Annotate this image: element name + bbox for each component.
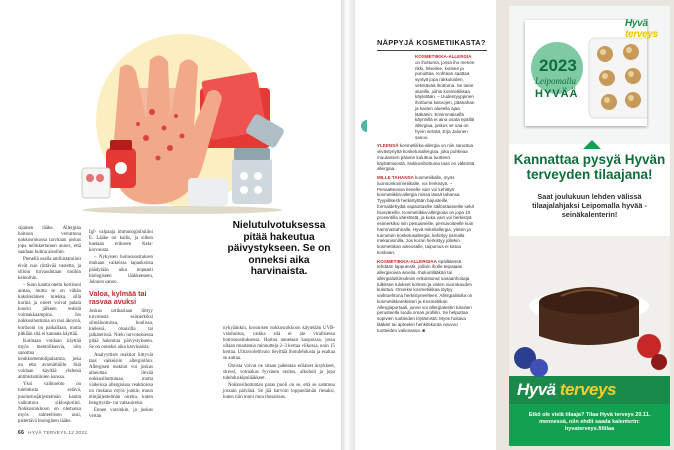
paragraph: – Suun kautta otettu kortisoni auttaa, mutta se on vähän kaksiteräinen miekka, sillä kurina ja oireet voivat palata kuurin jälkeen entistä voimakkaampina. Jos nokkosihottuma on tosi äkoynä, kortisoni on paikallaan, mutta pitkään sitä ei kannata käyttää. xyxy=(18,282,81,337)
paragraph: sijainen lääke. Allergian hoitoon verrattuna nokkosrokossa tarvitaan joskus jopa nelinkertainen annos, että saadaan kutina aisoihin. xyxy=(18,226,81,256)
sidebar-paragraph xyxy=(377,143,477,172)
sidebar-keyword: YLEENSÄ xyxy=(377,143,399,149)
article-column-2 xyxy=(89,230,153,422)
article-column-1 xyxy=(18,226,81,426)
cta-text[interactable]: Etkö ole vielä tilaaja? Tilaa Hyvä terveys 20.11. mennessä, niin ehdit saada kalenterin: hyvaterveys.fi/tilaa xyxy=(528,412,651,432)
paragraph: Nokkosihottuman paras puoli on se, että se sammuu jossain päivänä. Se jää harvoin loppuelämän riesaksi, kuten niin moni muu ihosairaus. xyxy=(223,382,335,401)
paragraph: – Nykyisen hoitosuosituksen mukaan vaikeissa tapauksissa päädytään aika nopeasti biologiseen lääkkeeseen, Jalonen sanoo. xyxy=(89,255,153,285)
sidebar-title: NÄPPYJÄ KOSMETIIKASTA? xyxy=(377,38,486,47)
paragraph: Omista voivat ne sitaan pahentaa erilaiset ärsykkeet, stressi, voimakas fyysinen rasitus, alkoholi ja jopa tulehduskipulääkkeet. xyxy=(223,363,335,381)
brand-logo-large xyxy=(517,380,616,400)
brand-logo-small xyxy=(625,18,670,40)
paragraph: Analyyttiset reaktiot liittyvät taas vaikeisiin allergioihin. Allergisen reaktiot voi joskus aiheuttaa lievää nokkosihottumaa, mutta vaikeissa allergisissa reaktioissa on mukana myös jonkin muun elinjärjestelmän oireita, kuten hengitystie- tai vatsaoireita. xyxy=(89,352,153,407)
pull-quote: Nielutulvotuksessa pitää hakeutua päivystykseen. Se on onneksi aika harvinaista. xyxy=(227,220,331,278)
logo-main: Hyvä xyxy=(517,380,556,399)
sidebar-text: kosmetiikalle, myös luonnonkosmetiikalle, voi herkistyä. – Periaatteessa kenelle vain voi kehittyä kosmetiikka-allergia missä iässä tahansa. Tyypillisesti herkistytään hajusteille, formaldehydiä vapauttaville säilöntäaineille sekä hiusväreille. Kosmetiikka-allergioita on jopa 10 prosentilla väestöstä, ja kuka vain voi herkistyä esimerkiksi niin pesuaineille, persuvoiteelle kuin hammastahnalle. Hyvä mikeliallergia, yleisin ja tunnetuin kosketusallergia, kehittyy samalla mekanismilla. Jos koran herkistyy jollekin kosmetiikan aineosalle, taipumus ei katoa koskaan. xyxy=(377,175,475,255)
paragraph: Joskus urtikariaan liittyy turvotusta esimerkiksi silmäluomissa, huulissa, kielessä, otsaisilla tai jalkaterissä. Nielu turvotuksessa pitää hakeutua päivystykseen. Se on onneksi aika harvinaista. xyxy=(89,308,153,351)
paragraph: Ennen varsinkin, ja joskus vertan xyxy=(89,408,153,420)
sidebar-text: kosmetiikka-allergia on niin sanottua viivästynyttä kosketusallergiaa, joka puhkeaa muutamien päivien kuluttua tuotteen käyttämisestä. Nokkosihottuma taas on välitöntä allergiaa. xyxy=(377,143,475,172)
ad-headline: Kannattaa pysyä Hyvän terveyden tilaajana! xyxy=(513,152,666,183)
logo-accent: terveys xyxy=(625,29,658,40)
page-gutter xyxy=(341,0,355,450)
logo-accent: terveys xyxy=(559,380,616,399)
sidebar-body xyxy=(367,54,477,333)
sidebar-keyword: MILLE TAHANSA xyxy=(377,175,414,180)
pointer-arrow-icon xyxy=(583,140,601,149)
allergy-illustration xyxy=(72,28,292,218)
sidebar-keyword: KOSMETIIKKA-ALLERGIAA xyxy=(377,258,437,264)
paragraph: Kutinaan voidaan käyttää myös mentolikasvia, niin sanottua keuhkomentolipalsamia, joka on etta avomättäille. Sitä voidaan käyttää yhdessä antihistamiinien kanssa. xyxy=(18,338,81,381)
paragraph: Yksi vaihtoehto on tulehdusta estävä, puolustusjärjestelmän kautta vaikuttava siklosporiini. Nokkosrokkoon on olemassa myös suhteellisen uusi, pistettävä biologinen lääke. xyxy=(18,382,81,424)
sidebar-paragraph xyxy=(377,54,477,140)
page-footer xyxy=(18,430,87,436)
logo-main: Hyvä xyxy=(625,18,648,29)
paragraph: nykyäänkin, kroonisen nokkosrokkoon käytetään UVB-valohoitoa, vaikka sitä ei ole virallisessa hoitosuosituksessa. Hoitoa annetaan kaupoissa, jossa ollaan muutamia minuutteja 2–3 kertaa viikossa, noin 15 kertaa. Ultraviolettivalo lievittää ihotulehdusta ja esaltaa se auttaa. xyxy=(223,326,335,362)
issue-label: HYVÄ TERVEYS 12 2022 xyxy=(28,430,88,435)
sidebar-divider xyxy=(377,50,487,51)
section-subhead: Valoa, kylmää tai rasvaa avuksi xyxy=(89,288,147,306)
paragraph: Pienellä osalla antihistamiinit eivät nuo riittävää vastetta, ja silloin turvaudutaan muihin keinoihin. xyxy=(18,257,81,281)
pastry-plate-image xyxy=(587,34,647,120)
page-number: 66 xyxy=(18,430,25,436)
sidebar-text: on ihottuma, jossa iho menee rikki, hilseilee, kutisee ja punoittaa. Kohtaan saattaa syntyä jopa rakkuloiden, vetistävää ihottuma. Se tulee alueille, joihin kosmetiikkaa käytetään. – Uudentyyppinen ihottuma kasvojen, päänahan ja kasien alueella ajaa lääkäriin. Ensimmäisellä käynnillä ei aina osata epäillä allergiaa, joskus se saa on hyvin selvää, Erja Jalonen sanoo. xyxy=(415,59,475,140)
sidebar-keyword: KOSMETIIKKA-ALLERGIA xyxy=(415,54,472,59)
paragraph: Igf- valpaaja immunoglobuliini E. Lääke on kallis, ja siihen haetaan erikseen Kela-korvausta. xyxy=(89,230,153,254)
sidebar-paragraph xyxy=(377,175,477,256)
calendar-title-line2: HYVÄÄ xyxy=(535,88,579,100)
sidebar-paragraph xyxy=(377,259,477,334)
subscription-ad xyxy=(509,6,670,446)
calendar-year: 2023 xyxy=(539,56,577,75)
sidebar-text: epäiltäessä tehdään lapputestit, joilloin iholle teipataan allergisoivia aineita. Iholuotilääkäri tai allergialutkimuksiin erikoistunut sairaanhoitaja tulkitsee tulokset kolmen ja viiden vuorokauden kuluttua. Onneksi kosmetiikkaa löytyy vaihtoehtona herkistyneelleen. Allergialiitolla on kosmetiikkarekisteri ja Kosmetiikan Allergiaportaali, jonne voi allergiatestin tulosten perusteella luoda oman profiilin. Se helpottaa sopivien tuotteiden löytämistä. Myös hoitava lääkäri tai apteekin henkilökunta neuvoo tuotteiden valinnassa. ■ xyxy=(377,258,473,333)
calendar-title-line1: Leipomalla xyxy=(535,76,577,86)
ad-subheadline: Saat joulukuun lehden välissä tilaajalahjaksi Leipomalla hyvää -seinäkalenterin! xyxy=(532,192,647,219)
sidebar-box xyxy=(367,36,487,444)
article-column-3 xyxy=(223,326,335,402)
